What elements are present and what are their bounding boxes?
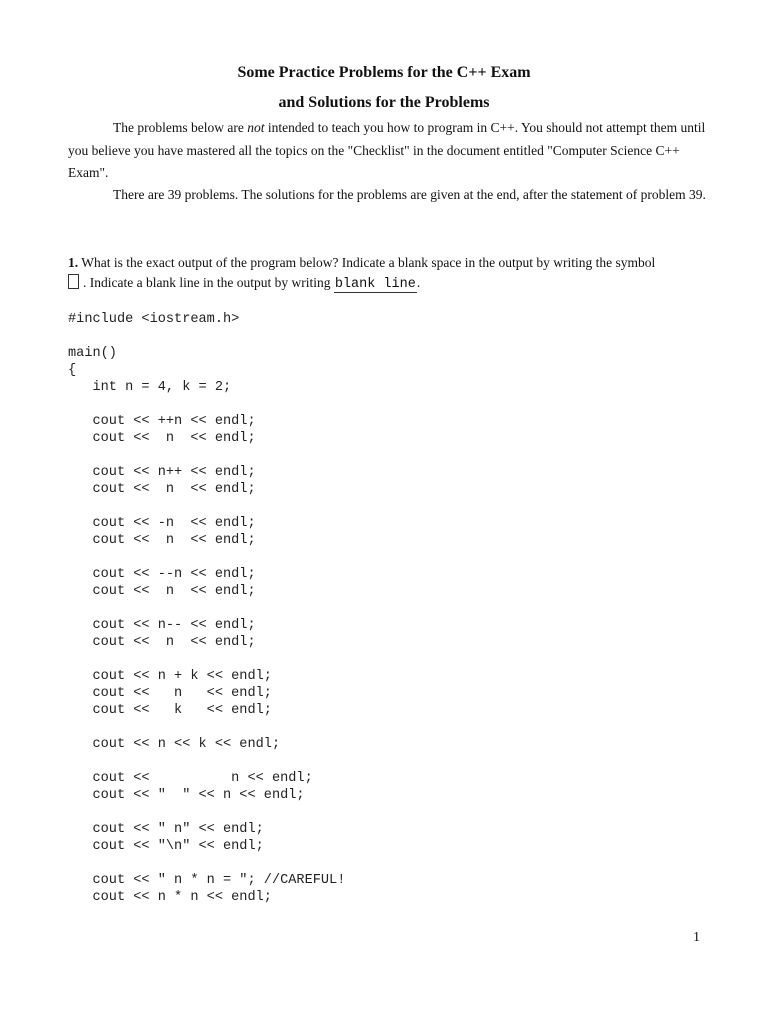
code-line <box>68 855 708 872</box>
code-line: cout << n << endl; <box>68 482 256 497</box>
code-line <box>68 804 708 821</box>
code-line: cout << k << endl; <box>68 703 272 718</box>
code-line: int n = 4, k = 2; <box>68 380 232 395</box>
code-line <box>68 549 708 566</box>
problem-count-paragraph: There are 39 problems. The solutions for the problems are given at the end, after the statement of problem 39. <box>113 187 706 202</box>
problem-text: What is the exact output of the program below? Indicate a blank space in the output by writing the symbol <box>81 255 656 270</box>
problem-text-continued: . Indicate a blank line in the output by writing <box>83 275 331 290</box>
code-line: { <box>68 363 77 378</box>
code-line: cout << n << endl; <box>68 771 313 786</box>
code-line: cout << n++ << endl; <box>68 465 256 480</box>
code-line <box>68 600 708 617</box>
code-line: cout << n << endl; <box>68 584 256 599</box>
document-subtitle: and Solutions for the Problems <box>278 94 490 111</box>
intro-emphasis: not <box>247 120 265 135</box>
intro-text-start: The problems below are <box>113 120 248 135</box>
code-line: cout << -n << endl; <box>68 516 256 531</box>
code-line: cout << ++n << endl; <box>68 414 256 429</box>
code-line: cout << n << endl; <box>68 431 256 446</box>
code-line: cout << n << endl; <box>68 635 256 650</box>
code-line: cout << " n * n = "; //CAREFUL! <box>68 873 346 888</box>
problem-text-end: . <box>416 275 421 290</box>
problem-number: 1. <box>68 255 79 270</box>
code-line <box>68 498 708 515</box>
code-line <box>68 651 708 668</box>
blank-space-symbol-icon <box>68 274 79 289</box>
code-line <box>68 328 708 345</box>
code-line: cout << " " << n << endl; <box>68 788 305 803</box>
code-line: cout << --n << endl; <box>68 567 256 582</box>
problem-1-statement <box>68 253 708 295</box>
code-line: cout << n << k << endl; <box>68 737 281 752</box>
code-line <box>68 447 708 464</box>
code-line: cout << " n" << endl; <box>68 822 264 837</box>
intro-paragraph <box>68 117 708 185</box>
document-title: Some Practice Problems for the C++ Exam <box>237 64 531 81</box>
code-line: cout << n << endl; <box>68 533 256 548</box>
code-line: #include <iostream.h> <box>68 312 240 327</box>
blank-line-marker: blank line <box>334 277 416 292</box>
code-line <box>68 753 708 770</box>
code-line: cout << "\n" << endl; <box>68 839 264 854</box>
code-line: cout << n + k << endl; <box>68 669 272 684</box>
code-line: cout << n-- << endl; <box>68 618 256 633</box>
code-listing <box>68 311 708 906</box>
code-line <box>68 396 708 413</box>
page-number: 1 <box>693 930 700 945</box>
code-line: cout << n << endl; <box>68 686 272 701</box>
code-line: cout << n * n << endl; <box>68 890 272 905</box>
intro-text-end: intended to teach you how to program in C++. You should not attempt them until you believe you have mastered all the topics on the "Checklist" in the document entitled "Computer Science C++ Exam". <box>68 120 706 180</box>
code-line <box>68 719 708 736</box>
code-line: main() <box>68 346 117 361</box>
